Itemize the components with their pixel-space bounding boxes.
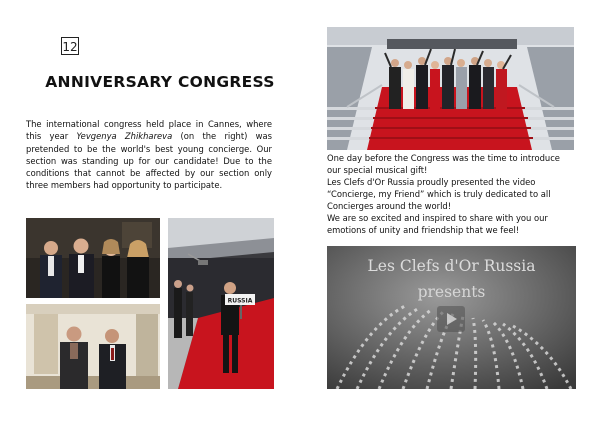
photo-group-red-stairs [327,27,574,150]
video-title: Les Clefs d'Or Russia [367,257,536,275]
photo-group-portrait [26,218,160,298]
right-paragraph-3: We are so excited and inspired to share with you our emotions of unity and friendship that we feel! [327,213,548,235]
page-number: 12 [61,37,79,55]
video-player[interactable] [327,246,576,389]
play-icon [447,313,457,325]
play-button[interactable] [437,306,465,332]
right-paragraph-2: Les Clefs d'Or Russia proudly presented the video “Concierge, my Friend” which is truly dedicated to all Concierges around the world! [327,177,551,211]
intro-paragraph [26,118,272,192]
intro-text-before: The international congress held place in Cannes, where this year [26,119,272,142]
photo-two-men [26,304,160,389]
page-title: ANNIVERSARY CONGRESS [45,73,275,91]
intro-name: Yevgenya Zhikhareva [76,131,173,142]
right-paragraph-1: One day before the Congress was the time to introduce our special musical gift! [327,153,560,175]
right-column-text [327,152,574,236]
carpet-sign-text: RUSSIA [227,297,253,305]
intro-text-after: (on the right) was pretended to be the world's best young concierge. Our section was standing up for our candidate! Due to the conditions that cannot be affected by our section only three members had opportunity to participate. [26,131,273,191]
photo-red-carpet-walk [168,218,274,389]
video-subtitle: presents [417,283,486,301]
